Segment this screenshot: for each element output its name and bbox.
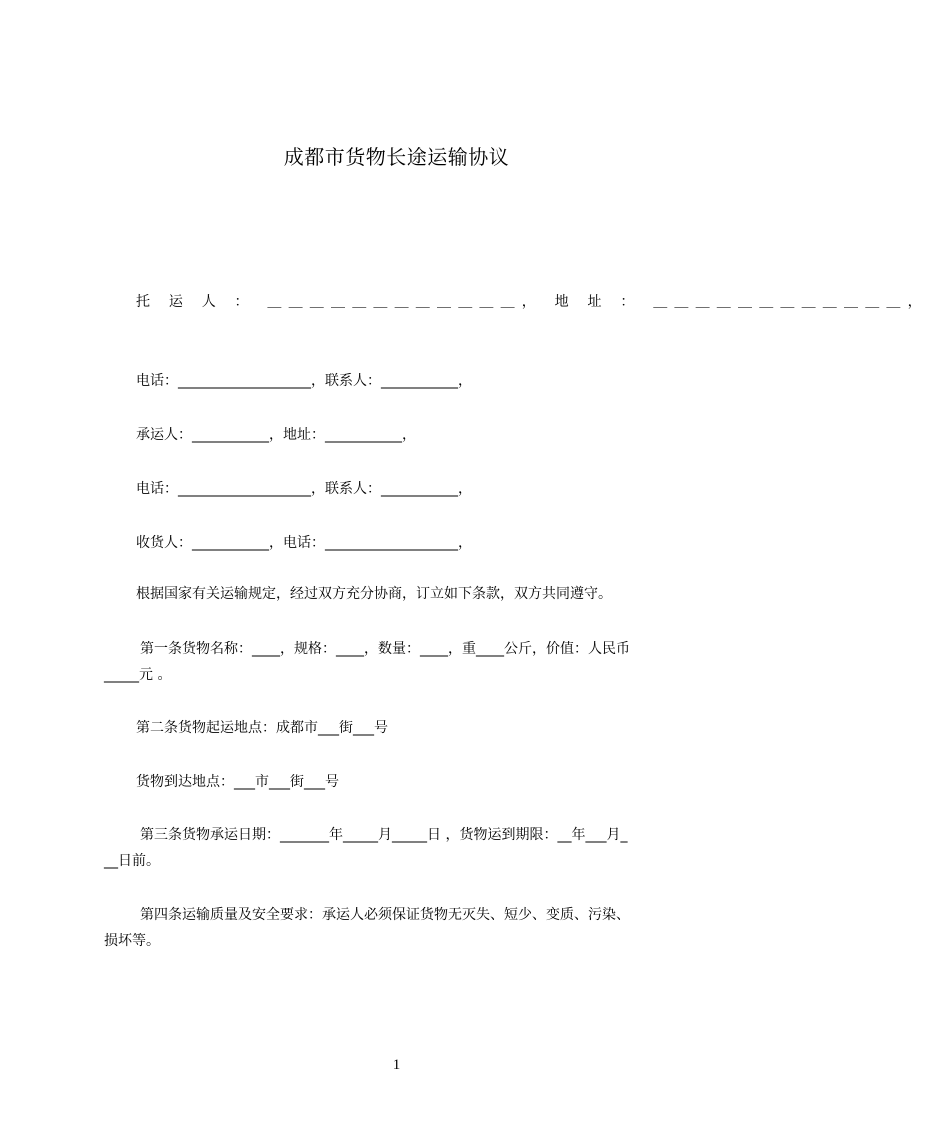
document-title: 成都市货物长途运输协议	[283, 145, 510, 169]
agreement-intro: 根据国家有关运输规定，经过双方充分协商，订立如下条款，双方共同遵守。	[136, 586, 612, 602]
article-4-line-1: 第四条运输质量及安全要求：承运人必须保证货物无灭失、短少、变质、污染、	[140, 907, 630, 923]
shipper-address-line: 托 运 人 ： ＿＿＿＿＿＿＿＿＿＿＿＿， 地 址 ： ＿＿＿＿＿＿＿＿＿＿＿＿，	[136, 294, 929, 310]
page-number: 1	[392, 1057, 401, 1073]
consignee-phone-line: 收货人：___________，电话：___________________，	[136, 535, 472, 551]
article-2-origin: 第二条货物起运地点：成都市___街___号	[136, 720, 388, 736]
article-2-destination: 货物到达地点：___市___街___号	[136, 774, 339, 790]
article-3-line-2: __日前。	[104, 853, 160, 869]
article-1-line-2: _____元 。	[104, 667, 172, 683]
article-1-line-1: 第一条货物名称：____，规格：____，数量：____，重____公斤，价值：人民币	[140, 641, 630, 657]
article-3-line-1: 第三条货物承运日期：_______年_____月_____日 ，货物运到期限：__年___月_	[140, 827, 628, 843]
shipper-phone-contact-line: 电话：___________________，联系人：___________，	[136, 373, 472, 389]
carrier-address-line: 承运人：___________，地址：___________，	[136, 427, 416, 443]
carrier-phone-contact-line: 电话：___________________，联系人：___________，	[136, 481, 472, 497]
article-4-line-2: 损坏等。	[104, 933, 160, 949]
